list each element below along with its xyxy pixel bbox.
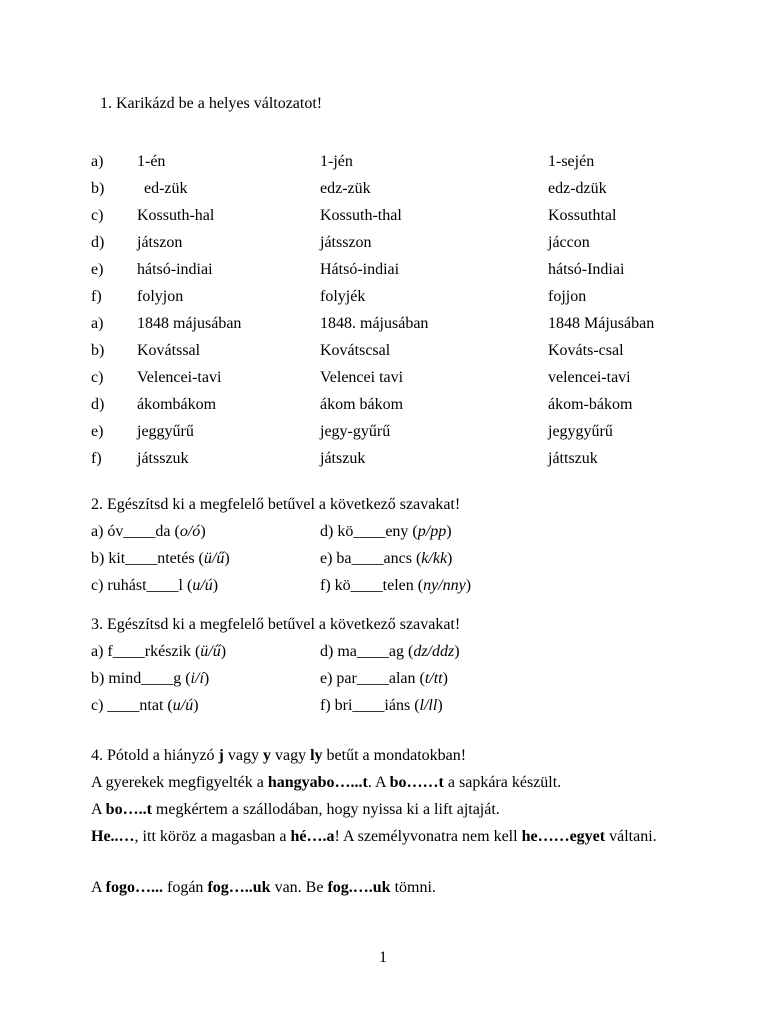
ex1-option-3[interactable]: Kováts-csal (548, 342, 624, 359)
ex1-letter: e) (91, 423, 104, 440)
ex1-row (0, 395, 768, 415)
ex1-row (0, 233, 768, 253)
ex3-item-options: dz/ddz (413, 643, 455, 660)
ex1-letter: c) (91, 207, 104, 224)
ex3-item-options: i/í (190, 670, 204, 687)
ex1-option-3[interactable]: ákom-bákom (548, 396, 633, 413)
ex3-item-word: c) ____ntat ( (91, 697, 173, 714)
ex4-sentence-3 (91, 827, 691, 847)
ex3-row (0, 669, 768, 689)
ex1-option-1[interactable]: Velencei-tavi (137, 369, 222, 386)
ex1-option-1[interactable]: ed-zük (144, 180, 188, 197)
sentence-text: van. Be (270, 879, 328, 896)
ex2-item-close: ) (212, 577, 219, 594)
ex3-item-options: l/ll (419, 697, 438, 714)
page-number: 1 (379, 949, 387, 966)
ex1-option-2[interactable]: játsszon (320, 234, 372, 251)
ex4-title (91, 746, 466, 766)
ex2-item-options: ny/nny (423, 577, 466, 594)
ex4-sentence-2 (91, 800, 500, 820)
ex1-letter: b) (91, 342, 105, 359)
ex1-option-2[interactable]: játszuk (320, 450, 366, 467)
ex1-option-2[interactable]: Kossuth-thal (320, 207, 402, 224)
ex3-item-options: ü/ű (200, 643, 221, 660)
ex2-item[interactable] (320, 522, 452, 542)
ex1-letter: c) (91, 369, 104, 386)
fill-in-word[interactable]: fog…..uk (207, 879, 271, 896)
ex1-row (0, 260, 768, 280)
ex3-item[interactable] (320, 696, 443, 716)
ex1-option-3[interactable]: 1-sején (548, 153, 595, 170)
ex3-item-options: u/ú (172, 697, 194, 714)
ex3-item-close: ) (203, 670, 210, 687)
ex1-option-2[interactable]: Kovátscsal (320, 342, 391, 359)
ex3-item-close: ) (437, 697, 443, 714)
ex4-title-letter: ly (310, 747, 323, 764)
ex1-letter: d) (91, 396, 105, 413)
ex2-item-close: ) (446, 523, 452, 540)
ex2-item-options: o/ó (179, 523, 201, 540)
ex3-item[interactable] (91, 696, 199, 716)
ex1-option-1[interactable]: hátsó-indiai (137, 261, 213, 278)
ex1-letter: a) (91, 153, 104, 170)
ex3-item-word: a) f____rkészik ( (91, 643, 201, 660)
ex2-item-options: p/pp (417, 523, 447, 540)
ex1-option-1[interactable]: 1-én (137, 153, 166, 170)
ex2-row (0, 549, 768, 569)
sentence-text: fogán (163, 879, 208, 896)
ex4-title-text: betűt a mondatokban! (322, 747, 467, 764)
sentence-text: . A (367, 774, 390, 791)
ex1-option-3[interactable]: jáccon (548, 234, 590, 251)
ex2-row (0, 522, 768, 542)
fill-in-word[interactable]: bo……t (389, 774, 444, 791)
ex1-letter: f) (91, 288, 102, 305)
ex1-option-2[interactable]: 1-jén (320, 153, 353, 170)
ex2-item-word: b) kit____ntetés ( (91, 550, 204, 567)
ex2-item-word: f) kö____telen ( (320, 577, 424, 594)
ex2-item[interactable] (320, 576, 471, 596)
ex1-option-1[interactable]: folyjon (137, 288, 184, 305)
ex1-option-2[interactable]: ákom bákom (320, 396, 404, 413)
ex1-option-1[interactable]: játszon (137, 234, 183, 251)
ex4-sentence-4 (91, 878, 436, 898)
sentence-text: ! A személyvonatra nem kell (334, 828, 522, 845)
ex1-option-1[interactable]: ákombákom (137, 396, 217, 413)
ex2-item-word: e) ba____ancs ( (320, 550, 422, 567)
ex1-row (0, 422, 768, 442)
ex1-option-1[interactable]: Kossuth-hal (137, 207, 215, 224)
ex1-title: 1. Karikázd be a helyes változatot! (100, 95, 323, 112)
ex1-row (0, 206, 768, 226)
ex1-option-3[interactable]: hátsó-Indiai (548, 261, 625, 278)
ex2-item[interactable] (320, 549, 452, 569)
ex1-row (0, 449, 768, 469)
ex3-item[interactable] (91, 642, 226, 662)
ex3-item-close: ) (220, 643, 227, 660)
ex1-option-2[interactable]: Velencei tavi (320, 369, 404, 386)
ex1-row (0, 152, 768, 172)
ex1-letter: e) (91, 261, 104, 278)
ex1-option-2[interactable]: Hátsó-indiai (320, 261, 400, 278)
ex1-option-3[interactable]: 1848 Májusában (548, 315, 655, 332)
fill-in-word[interactable]: He..… (91, 828, 135, 845)
ex3-item-word: e) par____alan ( (320, 670, 425, 687)
ex2-item-close: ) (200, 523, 206, 540)
sentence-text: a sapkára készült. (443, 774, 562, 791)
ex4-title-letter: j (218, 747, 224, 764)
sentence-text: megkértem a szállodában, hogy nyissa ki a lift ajtaját. (151, 801, 500, 818)
ex1-row (0, 341, 768, 361)
ex1-option-2[interactable]: folyjék (320, 288, 366, 305)
ex2-item-word: a) óv____da ( (91, 523, 180, 540)
ex2-item-close: ) (465, 577, 472, 594)
sentence-text: A gyerekek megfigyelték a (91, 774, 268, 791)
ex3-item[interactable] (91, 669, 209, 689)
ex4-title-text: vagy (223, 747, 263, 764)
ex2-item-word: d) kö____eny ( (320, 523, 418, 540)
ex1-letter: a) (91, 315, 104, 332)
ex1-option-1[interactable]: játsszuk (137, 450, 189, 467)
ex3-item-close: ) (442, 670, 448, 687)
ex4-title-letter: y (262, 747, 271, 764)
ex3-item-word: f) bri____iáns ( (320, 697, 420, 714)
sentence-text: , itt köröz a magasban a (134, 828, 291, 845)
fill-in-word[interactable]: hangyabo…...t (267, 774, 368, 791)
ex3-row (0, 642, 768, 662)
ex2-item-options: u/ú (192, 577, 213, 594)
ex1-option-1[interactable]: jeggyűrű (137, 423, 194, 440)
ex1-row (0, 314, 768, 334)
ex4-title-text: vagy (270, 747, 311, 764)
ex1-letter: b) (91, 180, 105, 197)
ex1-letter: d) (91, 234, 105, 251)
ex1-row (0, 179, 768, 199)
ex2-item[interactable] (91, 549, 230, 569)
ex1-option-2[interactable]: edz-zük (320, 180, 371, 197)
ex1-letter: f) (91, 450, 102, 467)
sentence-text: A (91, 801, 106, 818)
ex4-sentence-1 (91, 773, 561, 793)
ex4-title-text: 4. Pótold a hiányzó (91, 747, 219, 764)
ex2-title: 2. Egészítsd ki a megfelelő betűvel a következő szavakat! (91, 496, 461, 513)
ex2-item-options: k/kk (421, 550, 448, 567)
ex3-item-options: t/tt (424, 670, 443, 687)
ex2-item-word: c) ruhást____l ( (91, 577, 193, 594)
sentence-text: váltani. (605, 828, 657, 845)
ex1-option-3[interactable]: fojjon (548, 288, 587, 305)
ex1-option-2[interactable]: 1848. májusában (320, 315, 429, 332)
fill-in-word[interactable]: fog.….uk (327, 879, 391, 896)
ex1-option-1[interactable]: 1848 májusában (137, 315, 242, 332)
ex2-item-options: ü/ű (203, 550, 225, 567)
ex2-row (0, 576, 768, 596)
fill-in-word[interactable]: he……egyet (521, 828, 606, 845)
ex1-option-3[interactable]: edz-dzük (548, 180, 607, 197)
fill-in-word[interactable]: fogo…... (105, 879, 163, 896)
ex3-item-close: ) (454, 643, 460, 660)
ex1-option-1[interactable]: Kovátssal (137, 342, 201, 359)
fill-in-word[interactable]: bo…..t (105, 801, 152, 818)
ex3-item-word: b) mind____g ( (91, 670, 191, 687)
ex2-item-close: ) (224, 550, 230, 567)
ex1-option-3[interactable]: jegygyűrű (548, 423, 613, 440)
ex2-item[interactable] (91, 522, 206, 542)
ex1-row (0, 287, 768, 307)
ex1-option-3[interactable]: Kossuthtal (548, 207, 617, 224)
ex2-item-close: ) (447, 550, 453, 567)
ex1-option-3[interactable]: velencei-tavi (548, 369, 631, 386)
ex3-item[interactable] (320, 642, 460, 662)
ex3-item-close: ) (193, 697, 199, 714)
ex3-item-word: d) ma____ag ( (320, 643, 414, 660)
ex3-title: 3. Egészítsd ki a megfelelő betűvel a következő szavakat! (91, 616, 461, 633)
fill-in-word[interactable]: hé….a (290, 828, 335, 845)
ex1-option-3[interactable]: játtszuk (548, 450, 598, 467)
ex1-option-2[interactable]: jegy-gyűrű (320, 423, 391, 440)
sentence-text: tömni. (390, 879, 436, 896)
ex3-item[interactable] (320, 669, 448, 689)
ex2-item[interactable] (91, 576, 218, 596)
sentence-text: A (91, 879, 106, 896)
ex3-row (0, 696, 768, 716)
ex1-row (0, 368, 768, 388)
